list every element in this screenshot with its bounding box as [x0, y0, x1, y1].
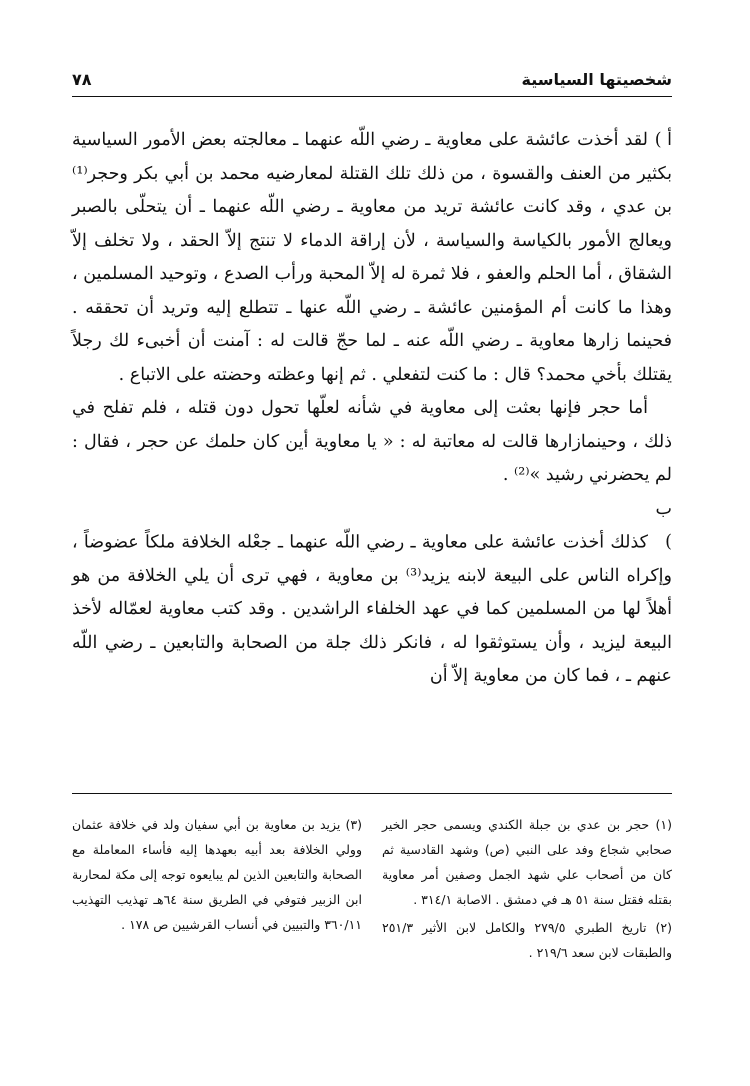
paragraph-item-a: [72, 124, 672, 392]
footnote-3: (٣) يزيد بن معاوية بن أبي سفيان ولد في خلافة عثمان وولي الخلافة بعد أبيه بعهدها إليه فأساء المعاملة مع الصحابة والتابعين الذين لم يبايعوه توجه إلى مكة لمحاربة ابن الزبير فتوفي في الطريق سنة ٦٤هـ تهذيب التهذيب ٣٦٠/١١ والتبيين في أنساب القرشيين ص ١٧٨ .: [72, 817, 362, 932]
footnote-2: (٢) تاريخ الطبري ٢٧٩/٥ والكامل لابن الأثير ٢٥١/٣ والطبقات لابن سعد ٢١٩/٦ .: [382, 920, 672, 960]
main-text: [72, 124, 672, 694]
paragraph-text: كذلك أخذت عائشة على معاوية ـ رضي اللّه عنهما ـ جعْله الخلافة ملكاً عضوضاً ، وإكراه الناس على البيعة لابنه يزيد⁽³⁾ بن معاوية ، فهي ترى أن يلي الخلافة من هو أهلاً لها من المسلمين كما في عهد الخلفاء الراشدين . وقد كتب معاوية لعمّاله لأخذ البيعة ليزيد ، وأن يستوثقوا له ، فانكر ذلك جلة من الصحابة والتابعين ـ رضي اللّه عنهم ـ ، فما كان من معاوية إلاّ أن: [72, 532, 672, 686]
paragraph-item-b: [72, 493, 672, 694]
footnotes: [72, 812, 672, 968]
item-marker: ب ): [655, 498, 672, 552]
paragraph-text: لقد أخذت عائشة على معاوية ـ رضي اللّه عنهما ـ معالجته بعض الأمور السياسية بكثير من العنف والقسوة ، من ذلك تلك القتلة لمعارضيه محمد بن أبي بكر وحجر⁽¹⁾ بن عدي ، وقد كانت عائشة تريد من معاوية ـ رضي اللّه عنهما ـ أن يتحلّى بالصبر ويعالج الأمور بالكياسة والسياسة ، لأن إراقة الدماء لا تنتج إلاّ الحقد ، ولا تخلف إلاّ الشقاق ، أما الحلم والعفو ، فلا ثمرة له إلاّ المحبة ورأب الصدع ، وتوحيد المسلمين ، وهذا ما كانت أم المؤمنين عائشة ـ رضي اللّه عنها ـ تتطلع إليه وتريد أن تحققه . فحينما زارها معاوية ـ رضي اللّه عنه ـ لما حجّ قالت له : آمنت أن أخبىء لك رجلاً يقتلك بأخي محمد؟ قال : ما كنت لتفعلي . ثم إنها وعظته وحضته على الاتباع .: [72, 130, 672, 385]
footnote-1: (١) حجر بن عدي بن جبلة الكندي ويسمى حجر الخير صحابي شجاع وفد على النبي (ص) وشهد القادسية ثم كان من أصحاب علي شهد الجمل وصفين أمر معاوية بقتله فقتل سنة ٥١ هـ في دمشق . الاصابة ٣١٤/١ .: [382, 817, 672, 907]
paragraph: أما حجر فإنها بعثت إلى معاوية في شأنه لعلّها تحول دون قتله ، فلم تفلح في ذلك ، وحينمازارها قالت له معاتبة له : « يا معاوية أين كان حلمك عن حجر ، فقال : لم يحضرني رشيد »⁽²⁾ .: [72, 398, 672, 485]
page-header: [72, 70, 672, 97]
page-number: ٧٨: [72, 70, 92, 89]
item-marker: أ ): [654, 130, 672, 150]
running-title: شخصيتها السياسية: [521, 70, 672, 89]
footnotes-left-column: [72, 812, 362, 968]
footnotes-right-column: [382, 812, 672, 968]
footnote-divider: [72, 793, 672, 794]
